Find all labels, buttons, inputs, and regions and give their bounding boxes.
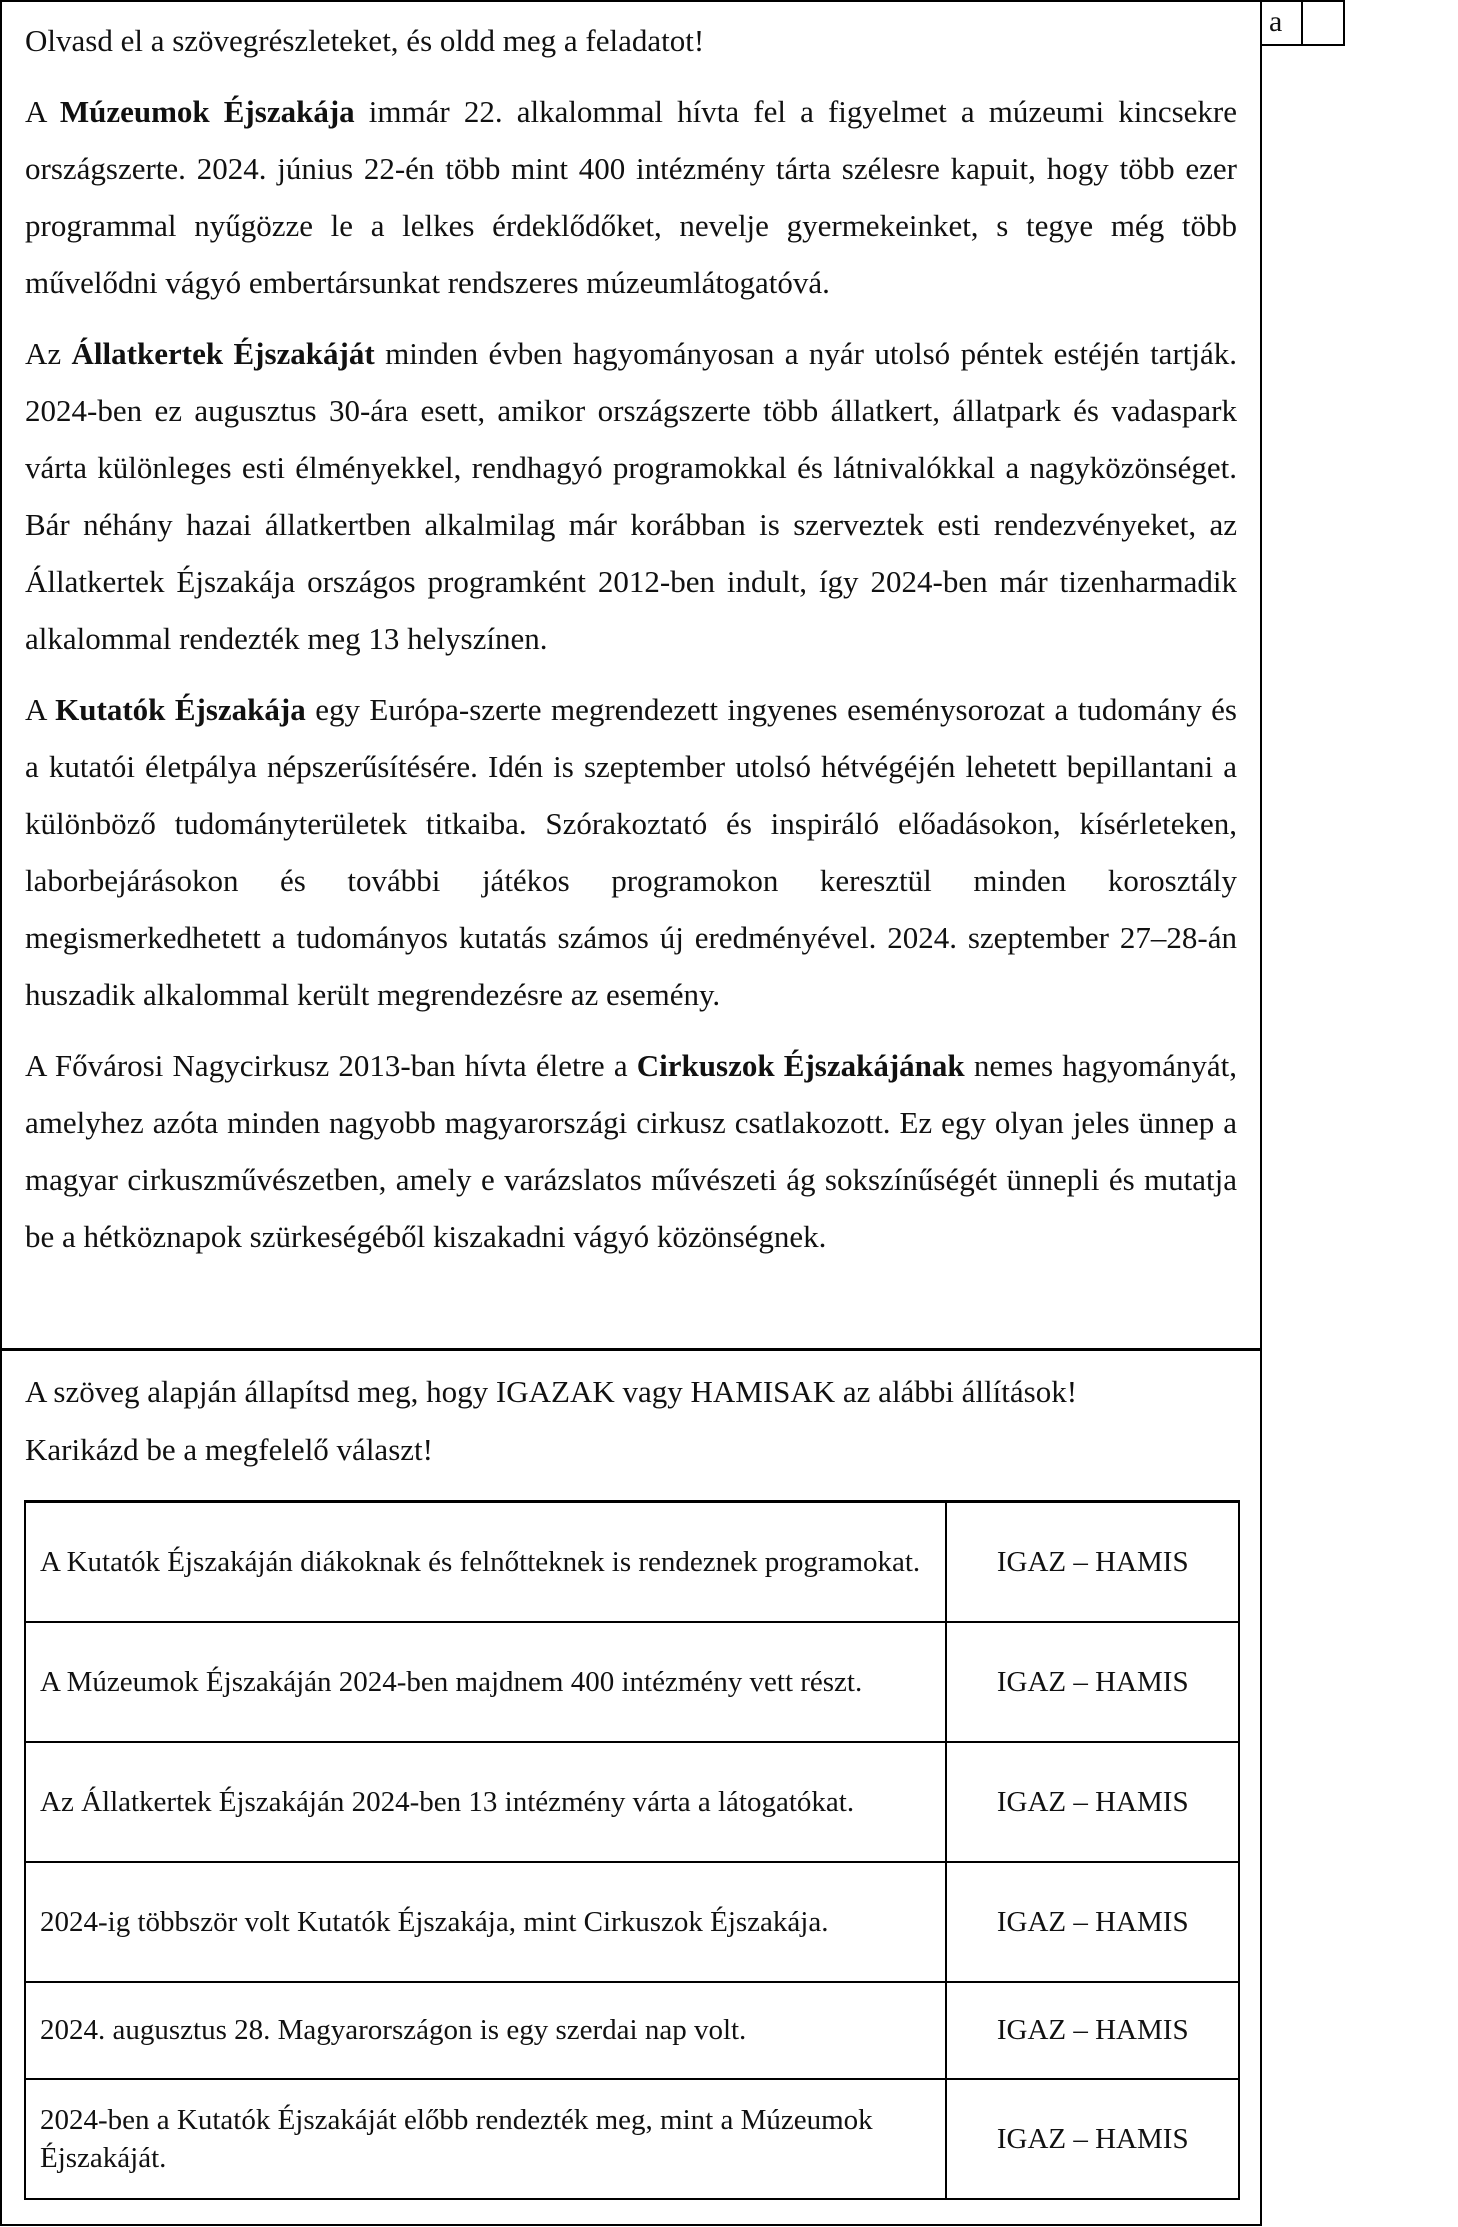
- table-row: [25, 1502, 1239, 1622]
- paragraph-text: immár 22. alkalommal hívta fel a figyelmet a múzeumi kincsekre országszerte. 2024. június 22-én több mint 400 intézmény tárta szélesre kapuit, hogy több ezer programmal nyűgözze le a lelkes érdeklődőket, nevelje gyermekeinket, s tegye még több művelődni vágyó embertársunkat rendszeres múzeumlátogatóvá.: [25, 94, 1238, 300]
- paragraph-circuses: [25, 1037, 1237, 1265]
- statement-text: A Múzeumok Éjszakáján 2024-ben majdnem 400 intézmény vett részt.: [25, 1622, 946, 1742]
- true-false-table: [24, 1500, 1240, 2200]
- paragraph-museums: [25, 83, 1237, 311]
- task-instruction-line: A szöveg alapján állapítsd meg, hogy IGAZAK vagy HAMISAK az alábbi állítások!: [25, 1374, 1078, 1409]
- paragraph-zoos: [25, 325, 1237, 667]
- statement-text: Az Állatkertek Éjszakáján 2024-ben 13 intézmény várta a látogatókat.: [25, 1742, 946, 1862]
- statement-text: 2024-ig többször volt Kutatók Éjszakája, mint Cirkuszok Éjszakája.: [25, 1862, 946, 1982]
- paragraph-text: A: [25, 692, 56, 727]
- paragraph-text: A Fővárosi Nagycirkusz 2013-ban hívta életre a: [25, 1048, 637, 1083]
- statement-text: 2024. augusztus 28. Magyarországon is egy szerdai nap volt.: [25, 1982, 946, 2079]
- table-row: [25, 1862, 1239, 1982]
- answer-choice[interactable]: IGAZ – HAMIS: [946, 1982, 1239, 2079]
- table-row: [25, 1742, 1239, 1862]
- table-row: [25, 1622, 1239, 1742]
- paragraph-text: minden évben hagyományosan a nyár utolsó péntek estéjén tartják. 2024-ben ez augusztus 30-ára esett, amikor országszerte több állatkert, állatpark és vadaspark várta különleges esti élményekkel, rendhagyó programokkal és látnivalókkal a nagyközönséget. Bár néhány hazai állatkertben alkalmilag már korábban is szerveztek esti rendezvényeket, az Állatkertek Éjszakája országos programként 2012-ben indult, így 2024-ben már tizenharmadik alkalommal rendezték meg 13 helyszínen.: [25, 336, 1237, 656]
- paragraph-researchers: [25, 681, 1237, 1023]
- reading-instruction: Olvasd el a szövegrészleteket, és oldd meg a feladatot!: [25, 23, 705, 58]
- paragraph-keyword: Múzeumok Éjszakája: [59, 94, 355, 129]
- reading-passage: [25, 12, 1237, 1279]
- score-box: [1260, 0, 1345, 46]
- paragraph-text: egy Európa-szerte megrendezett ingyenes eseménysorozat a tudomány és a kutatói életpálya népszerűsítésére. Idén is szeptember utolsó hétvégéjén lehetett bepillantani a különböző tudományterületek titkaiba. Szórakoztató és inspiráló előadásokon, kísérleteken, laborbejárásokon és további játékos programokon keresztül minden korosztály megismerkedhetett a tudományos kutatás számos új eredményével. 2024. szeptember 27–28-án huszadik alkalommal került megrendezésre az esemény.: [25, 692, 1237, 1012]
- task-instruction-line: Karikázd be a megfelelő választ!: [25, 1432, 433, 1467]
- paragraph-keyword: Kutatók Éjszakája: [55, 692, 306, 727]
- answer-choice[interactable]: IGAZ – HAMIS: [946, 1502, 1239, 1622]
- table-row: [25, 1982, 1239, 2079]
- answer-choice[interactable]: IGAZ – HAMIS: [946, 2079, 1239, 2199]
- section-divider: [0, 1348, 1262, 1351]
- paragraph-text: Az: [25, 336, 72, 371]
- answer-choice[interactable]: IGAZ – HAMIS: [946, 1862, 1239, 1982]
- task-instructions: [25, 1363, 1237, 1479]
- answer-choice[interactable]: IGAZ – HAMIS: [946, 1742, 1239, 1862]
- table-row: [25, 2079, 1239, 2199]
- paragraph-text: A: [25, 94, 60, 129]
- answer-choice[interactable]: IGAZ – HAMIS: [946, 1622, 1239, 1742]
- statement-text: 2024-ben a Kutatók Éjszakáját előbb rendezték meg, mint a Múzeumok Éjszakáját.: [25, 2079, 946, 2199]
- paragraph-keyword: Állatkertek Éjszakáját: [71, 336, 375, 371]
- statement-text: A Kutatók Éjszakáján diákoknak és felnőtteknek is rendeznek programokat.: [25, 1502, 946, 1622]
- paragraph-keyword: Cirkuszok Éjszakájának: [636, 1048, 965, 1083]
- score-label: a: [1269, 5, 1283, 38]
- paragraph-text: nemes hagyományát, amelyhez azóta minden nagyobb magyarországi cirkusz csatlakozott. Ez egy olyan jeles ünnep a magyar cirkuszművészetben, amely e varázslatos művészeti ág sokszínűségét ünnepli és mutatja be a hétköznapok szürkeségéből kiszakadni vágyó közönségnek.: [25, 1048, 1237, 1254]
- score-value-field[interactable]: [1301, 2, 1343, 44]
